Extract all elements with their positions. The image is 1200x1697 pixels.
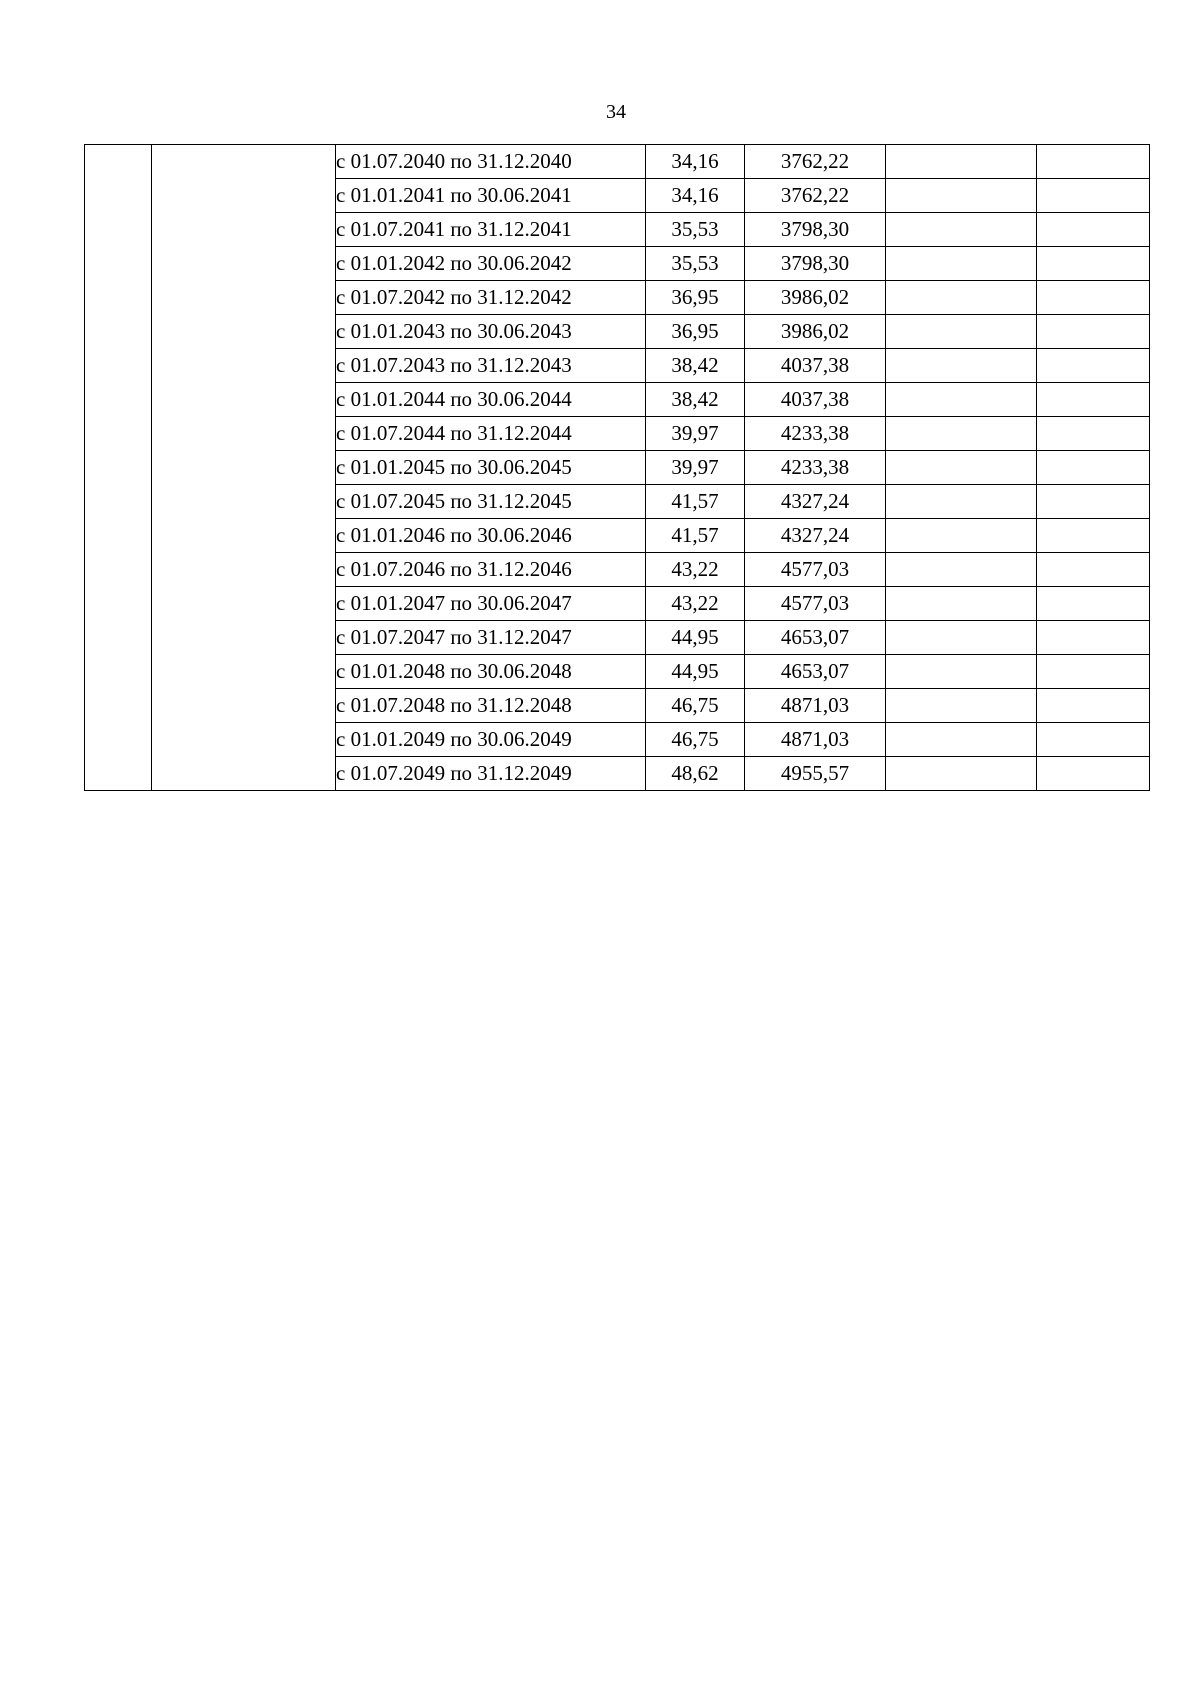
rate-value-cell: 41,57 [646, 485, 745, 519]
empty-cell [886, 519, 1037, 553]
amount-value-cell: 3986,02 [745, 281, 886, 315]
empty-cell [886, 349, 1037, 383]
empty-cell [886, 587, 1037, 621]
rate-value-cell: 43,22 [646, 587, 745, 621]
period-cell: с 01.01.2048 по 30.06.2048 [336, 655, 646, 689]
rate-value-cell: 43,22 [646, 553, 745, 587]
rate-value-cell: 39,97 [646, 417, 745, 451]
empty-cell [1037, 451, 1150, 485]
amount-value-cell: 3986,02 [745, 315, 886, 349]
empty-cell [886, 723, 1037, 757]
amount-value-cell: 4037,38 [745, 349, 886, 383]
amount-value-cell: 3798,30 [745, 247, 886, 281]
empty-cell [886, 179, 1037, 213]
empty-cell [1037, 485, 1150, 519]
amount-value-cell: 3762,22 [745, 145, 886, 179]
period-cell: с 01.07.2041 по 31.12.2041 [336, 213, 646, 247]
empty-cell [886, 247, 1037, 281]
empty-cell [886, 757, 1037, 791]
empty-cell [886, 383, 1037, 417]
empty-cell [886, 145, 1037, 179]
amount-value-cell: 4955,57 [745, 757, 886, 791]
period-cell: с 01.01.2047 по 30.06.2047 [336, 587, 646, 621]
amount-value-cell: 4327,24 [745, 519, 886, 553]
empty-cell [886, 213, 1037, 247]
amount-value-cell: 4233,38 [745, 417, 886, 451]
amount-value-cell: 4577,03 [745, 587, 886, 621]
amount-value-cell: 3762,22 [745, 179, 886, 213]
period-cell: с 01.07.2042 по 31.12.2042 [336, 281, 646, 315]
merged-name-cell [152, 145, 336, 791]
period-cell: с 01.07.2046 по 31.12.2046 [336, 553, 646, 587]
rate-value-cell: 36,95 [646, 281, 745, 315]
rate-value-cell: 38,42 [646, 383, 745, 417]
rate-value-cell: 46,75 [646, 689, 745, 723]
amount-value-cell: 4577,03 [745, 553, 886, 587]
empty-cell [1037, 723, 1150, 757]
empty-cell [886, 621, 1037, 655]
empty-cell [886, 451, 1037, 485]
table-row [85, 145, 1150, 179]
empty-cell [886, 485, 1037, 519]
rate-value-cell: 34,16 [646, 145, 745, 179]
table-body [85, 145, 1150, 791]
amount-value-cell: 4327,24 [745, 485, 886, 519]
rate-value-cell: 35,53 [646, 213, 745, 247]
empty-cell [1037, 383, 1150, 417]
period-cell: с 01.07.2047 по 31.12.2047 [336, 621, 646, 655]
period-cell: с 01.07.2048 по 31.12.2048 [336, 689, 646, 723]
period-cell: с 01.07.2045 по 31.12.2045 [336, 485, 646, 519]
page-number: 34 [606, 101, 626, 123]
rate-value-cell: 34,16 [646, 179, 745, 213]
empty-cell [1037, 213, 1150, 247]
period-cell: с 01.01.2043 по 30.06.2043 [336, 315, 646, 349]
period-cell: с 01.01.2044 по 30.06.2044 [336, 383, 646, 417]
period-cell: с 01.01.2049 по 30.06.2049 [336, 723, 646, 757]
amount-value-cell: 4233,38 [745, 451, 886, 485]
period-cell: с 01.01.2046 по 30.06.2046 [336, 519, 646, 553]
empty-cell [1037, 553, 1150, 587]
empty-cell [1037, 587, 1150, 621]
rate-value-cell: 44,95 [646, 621, 745, 655]
period-cell: с 01.01.2045 по 30.06.2045 [336, 451, 646, 485]
empty-cell [1037, 417, 1150, 451]
tariff-table [84, 144, 1150, 791]
rate-value-cell: 35,53 [646, 247, 745, 281]
rate-value-cell: 41,57 [646, 519, 745, 553]
period-cell: с 01.01.2042 по 30.06.2042 [336, 247, 646, 281]
amount-value-cell: 3798,30 [745, 213, 886, 247]
rate-value-cell: 48,62 [646, 757, 745, 791]
rate-value-cell: 39,97 [646, 451, 745, 485]
rate-value-cell: 46,75 [646, 723, 745, 757]
empty-cell [1037, 349, 1150, 383]
period-cell: с 01.07.2040 по 31.12.2040 [336, 145, 646, 179]
empty-cell [886, 315, 1037, 349]
period-cell: с 01.07.2043 по 31.12.2043 [336, 349, 646, 383]
empty-cell [886, 655, 1037, 689]
empty-cell [1037, 757, 1150, 791]
amount-value-cell: 4871,03 [745, 723, 886, 757]
empty-cell [1037, 179, 1150, 213]
amount-value-cell: 4037,38 [745, 383, 886, 417]
amount-value-cell: 4653,07 [745, 621, 886, 655]
empty-cell [1037, 655, 1150, 689]
empty-cell [886, 689, 1037, 723]
empty-cell [1037, 519, 1150, 553]
empty-cell [1037, 145, 1150, 179]
rate-value-cell: 38,42 [646, 349, 745, 383]
amount-value-cell: 4653,07 [745, 655, 886, 689]
empty-cell [886, 417, 1037, 451]
period-cell: с 01.07.2049 по 31.12.2049 [336, 757, 646, 791]
period-cell: с 01.01.2041 по 30.06.2041 [336, 179, 646, 213]
rate-value-cell: 36,95 [646, 315, 745, 349]
empty-cell [886, 281, 1037, 315]
empty-cell [1037, 315, 1150, 349]
empty-cell [1037, 621, 1150, 655]
amount-value-cell: 4871,03 [745, 689, 886, 723]
empty-cell [886, 553, 1037, 587]
empty-cell [1037, 247, 1150, 281]
empty-cell [1037, 281, 1150, 315]
period-cell: с 01.07.2044 по 31.12.2044 [336, 417, 646, 451]
merged-number-cell [85, 145, 152, 791]
rate-value-cell: 44,95 [646, 655, 745, 689]
empty-cell [1037, 689, 1150, 723]
